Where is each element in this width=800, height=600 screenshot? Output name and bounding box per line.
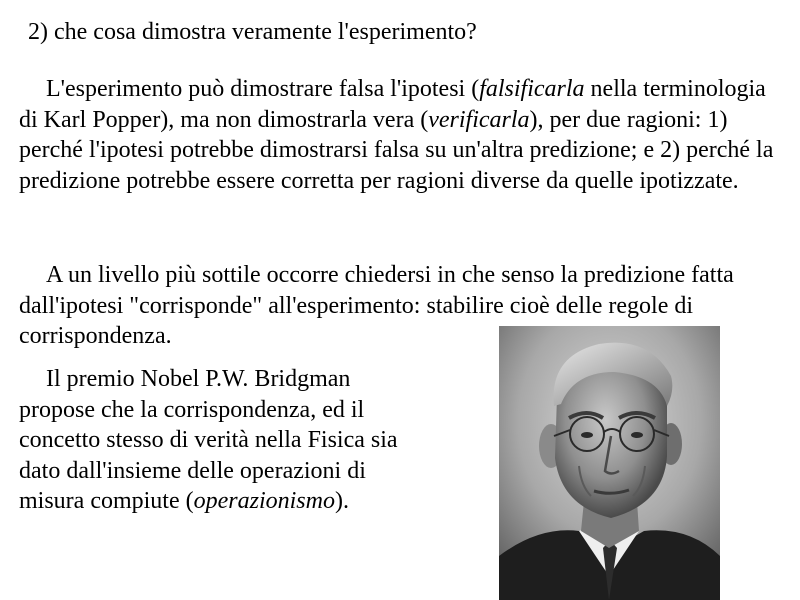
italic-term-falsificarla: falsificarla [479,76,585,102]
bridgman-portrait [499,326,720,600]
portrait-photo-icon [499,326,720,600]
paragraph-text: L'esperimento può dimostrare falsa l'ipotesi ( [46,76,480,102]
paragraph-bridgman [19,364,419,517]
paragraph-text: Il premio Nobel P.W. Bridgman propose che la corrispondenza, ed il concetto stesso di verità nella Fisica sia dato dall'insieme delle operazioni di misura compiute ( [19,366,398,514]
paragraph-text: A un livello più sottile occorre chiedersi in che senso la predizione fatta dall'ipotesi "corrisponde" all'esperimento: stabilire cioè delle regole di corrispondenza. [19,262,734,349]
question-heading: 2) che cosa dimostra veramente l'esperimento? [28,19,477,45]
paragraph-text: ). [334,488,349,514]
paragraph-text: nella terminologia di Karl Popper), ma non dimostrarla vera ( [19,76,766,133]
italic-term-operazionismo: operazionismo [193,488,335,514]
paragraph-text: ), per due ragioni: 1) perché l'ipotesi potrebbe dimostrarsi falsa su un'altra predizione; e 2) perché la predizione potrebbe essere corretta per ragioni diverse da quelle ipotizzate. [19,106,774,194]
italic-term-verificarla: verificarla [428,106,530,133]
paragraph-falsification [19,74,789,196]
